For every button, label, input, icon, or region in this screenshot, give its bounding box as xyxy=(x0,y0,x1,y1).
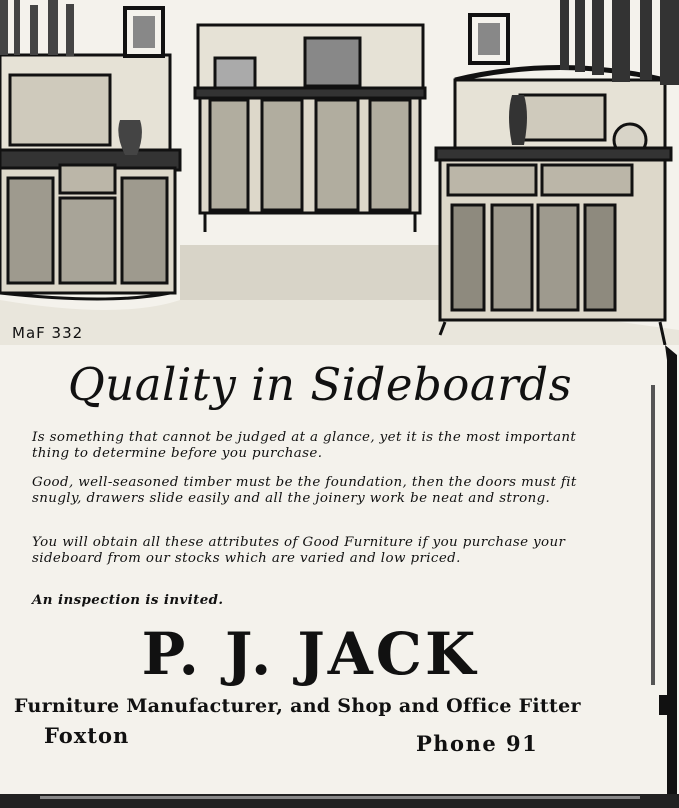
firm-tagline: Furniture Manufacturer, and Shop and Office Fitter xyxy=(14,695,581,717)
phone-number: Phone 91 xyxy=(416,731,539,756)
left-sideboard xyxy=(0,55,180,299)
paragraph-invitation: An inspection is invited. xyxy=(32,592,224,608)
firm-name: P. J. JACK xyxy=(141,620,479,688)
paragraph-intro: Is something that cannot be judged at a glance, yet it is the most important thing to determine before you purchase. xyxy=(32,430,577,461)
sideboards-illustration xyxy=(0,0,679,345)
paragraph-attributes: You will obtain all these attributes of Good Furniture if you purchase your sideboard from our stocks which are varied and low priced. xyxy=(32,535,566,566)
paragraph-quality: Good, well-seasoned timber must be the foundation, then the doors must fit snugly, drawers slide easily and all the joinery work be neat and strong. xyxy=(32,475,577,506)
reference-code: MaF 332 xyxy=(12,324,84,342)
decorative-border-bottom xyxy=(0,786,679,808)
vase-icon xyxy=(509,95,527,145)
advert-headline: Quality in Sideboards xyxy=(67,358,573,411)
decorative-border-right xyxy=(637,345,679,808)
center-sideboard xyxy=(195,25,425,232)
town-name: Foxton xyxy=(44,723,130,748)
right-sideboard xyxy=(436,68,671,346)
